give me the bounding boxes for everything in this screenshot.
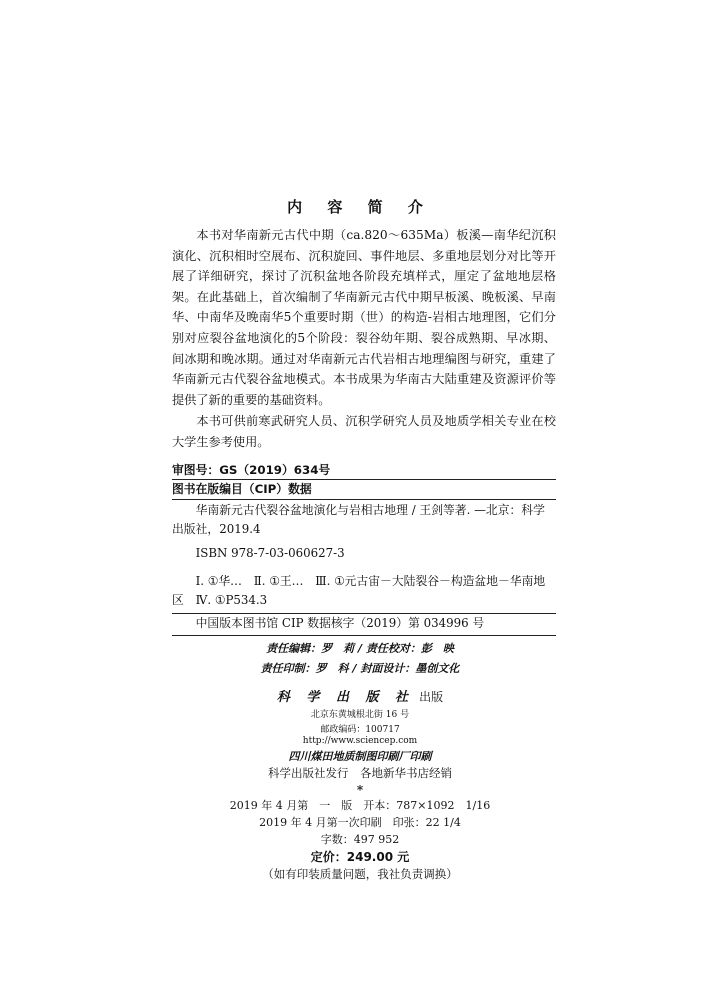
publisher-suffix: 出版 (419, 690, 444, 704)
publisher-line (0, 686, 720, 705)
publisher-name: 科 学 出 版 社 (276, 690, 414, 705)
summary-paragraph-2: 本书可供前寒武研究人员、沉积学研究人员及地质学相关专业在校大学生参考使用。 (172, 414, 556, 449)
cip-classification: Ⅰ. ①华… Ⅱ. ①王… Ⅲ. ①元古宙－大陆裂谷－构造盆地－华南地区 Ⅳ. ①P534.3 (172, 574, 546, 607)
credits-editors: 责任编辑：罗 莉 / 责任校对：彭 映 (266, 642, 454, 655)
summary-title: 内 容 简 介 (287, 198, 433, 216)
cip-number: 中国版本图书馆 CIP 数据核字（2019）第 034996 号 (195, 616, 485, 630)
publisher-address: 北京东黄城根北街 16 号 (310, 710, 410, 720)
credits-print-design: 责任印制：罗 科 / 封面设计：墨创文化 (260, 662, 460, 675)
publisher-website: http://www.sciencep.com (302, 736, 418, 746)
separator-star: * (356, 783, 364, 797)
printing-line: 2019 年 4 月第一次印刷 印张：22 1/4 (259, 816, 461, 829)
cip-divider-1 (172, 499, 556, 500)
cip-divider-bottom (172, 635, 556, 636)
distributor-line: 科学出版社发行 各地新华书店经销 (268, 766, 452, 780)
cip-heading: 图书在版编目（CIP）数据 (172, 482, 312, 496)
map-approval-number: 审图号：GS（2019）634号 (172, 463, 331, 477)
cip-isbn: ISBN 978-7-03-060627-3 (195, 546, 345, 560)
word-count: 字数：497 952 (320, 833, 400, 846)
publisher-postcode: 邮政编码：100717 (320, 725, 400, 735)
cip-book-line: 华南新元古代裂谷盆地演化与岩相古地理 / 王剑等著. —北京：科学出版社，2019.4 (172, 503, 545, 536)
summary-paragraph-1: 本书对华南新元古代中期（ca.820～635Ma）板溪—南华纪沉积演化、沉积相时空展布、沉积旋回、事件地层、多重地层划分对比等开展了详细研究，探讨了沉积盆地各阶段充填样式，厘定了盆地地层格架。在此基础上，首次编制了华南新元古代中期早板溪、晚板溪、早南华、中南华及晚南华5个重要时期（世）的构造-岩相古地理图，它们分别对应裂谷盆地演化的5个阶段：裂谷幼年期、裂谷成熟期、早冰期、间冰期和晚冰期。通过对华南新元古代岩相古地理编图与研究，重建了华南新元古代裂谷盆地模式。本书成果为华南古大陆重建及资源评价等提供了新的重要的基础资料。 (172, 228, 556, 407)
printer-line: 四川煤田地质制图印刷厂印刷 (288, 750, 432, 763)
quality-notice: （如有印装质量问题，我社负责调换） (262, 867, 458, 881)
edition-line: 2019 年 4 月第 一 版 开本：787×1092 1/16 (229, 799, 491, 812)
price: 定价：249.00 元 (310, 850, 410, 864)
